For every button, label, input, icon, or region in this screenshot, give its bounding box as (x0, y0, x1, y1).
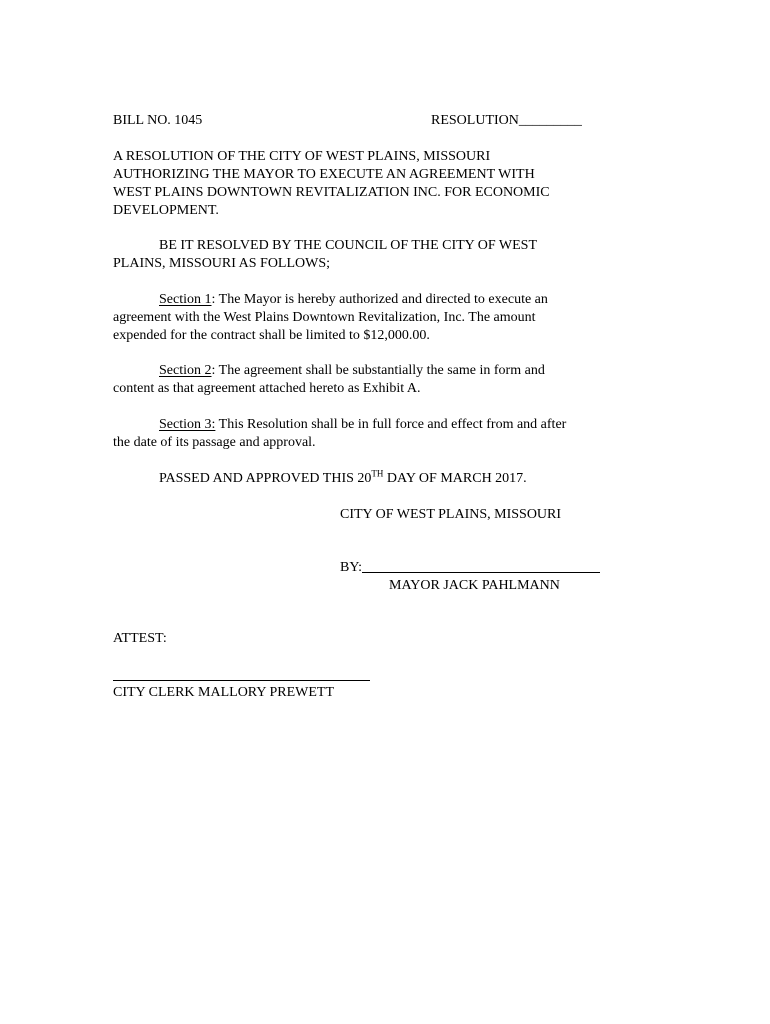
section-2-text: : The agreement shall be substantially the same in form and (211, 363, 545, 378)
bill-number: BILL NO. 1045 (113, 113, 203, 128)
clerk-name: CITY CLERK MALLORY PREWETT (113, 685, 335, 700)
resolved-line: PLAINS, MISSOURI AS FOLLOWS; (113, 256, 331, 271)
clerk-signature-line (113, 663, 370, 681)
title-line: WEST PLAINS DOWNTOWN REVITALIZATION INC. FOR ECONOMIC (113, 185, 550, 200)
city-name: CITY OF WEST PLAINS, MISSOURI (340, 507, 562, 522)
resolved-line: BE IT RESOLVED BY THE COUNCIL OF THE CITY OF WEST (159, 238, 538, 253)
resolution-number: RESOLUTION_________ (431, 113, 582, 128)
section-1-text: expended for the contract shall be limited to $12,000.00. (113, 328, 430, 343)
title-line: AUTHORIZING THE MAYOR TO EXECUTE AN AGREEMENT WITH (113, 167, 535, 182)
resolved-clause (113, 237, 613, 273)
section-1-text: agreement with the West Plains Downtown Revitalization, Inc. The amount (113, 310, 536, 325)
section-1 (113, 291, 613, 345)
by-label: BY: (340, 560, 363, 575)
date-ordinal-suffix: TH (371, 468, 384, 479)
section-3 (113, 416, 613, 452)
section-3-label: Section 3: (159, 417, 216, 432)
mayor-name: MAYOR JACK PAHLMANN (389, 578, 560, 593)
mayor-signature-line (362, 555, 600, 573)
section-3-text: This Resolution shall be in full force and effect from and after (215, 417, 567, 432)
passed-approved-line: PASSED AND APPROVED THIS 20TH DAY OF MARCH 2017. (159, 468, 527, 486)
section-1-text: : The Mayor is hereby authorized and directed to execute an (211, 292, 548, 307)
section-2-text: content as that agreement attached hereto as Exhibit A. (113, 381, 421, 396)
title-line: DEVELOPMENT. (113, 203, 219, 218)
section-2-label: Section 2 (159, 363, 212, 378)
section-3-text: the date of its passage and approval. (113, 435, 316, 450)
attest-label: ATTEST: (113, 631, 167, 646)
title-line: A RESOLUTION OF THE CITY OF WEST PLAINS, MISSOURI (113, 149, 491, 164)
section-2 (113, 362, 613, 398)
section-1-label: Section 1 (159, 292, 212, 307)
resolution-title (113, 148, 613, 220)
